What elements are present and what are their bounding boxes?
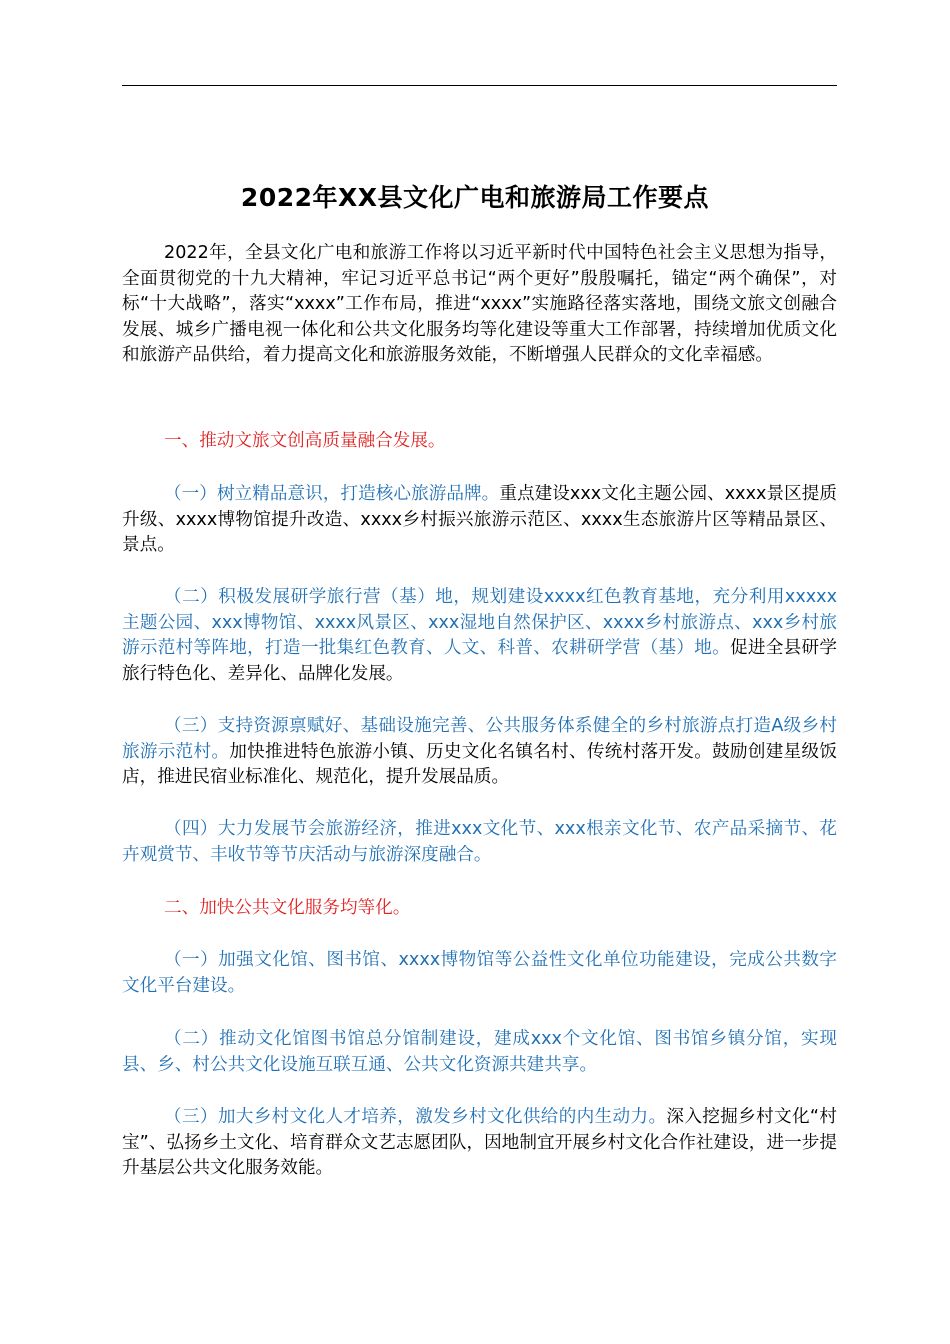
section-2-item-3 — [122, 1105, 837, 1182]
intro-paragraph: 2022年，全县文化广电和旅游工作将以习近平新时代中国特色社会主义思想为指导，全面贯彻党的十九大精神，牢记习近平总书记“两个更好”殷殷嘱托，锚定“两个确保”，对标“十大战略”，落实“xxxx”工作布局，推进“xxxx”实施路径落实落地，围绕文旅文创融合发展、城乡广播电视一体化和公共文化服务均等化建设等重大工作部署，持续增加优质文化和旅游产品供给，着力提高文化和旅游服务效能，不断增强人民群众的文化幸福感。 — [122, 243, 837, 365]
section-1-item-3 — [122, 714, 837, 791]
section-2-item-3-lead: （三）加大乡村文化人才培养，激发乡村文化供给的内生动力。 — [164, 1107, 667, 1127]
section-1-item-1-lead: （一）树立精品意识，打造核心旅游品牌。 — [164, 484, 500, 504]
section-1-item-2-body: 促进全县研学旅行特色化、差异化、品牌化发展。 — [122, 638, 837, 684]
section-1-item-2 — [122, 585, 837, 687]
section-1-heading: 一、推动文旅文创高质量融合发展。 — [164, 431, 446, 451]
section-2-heading: 二、加快公共文化服务均等化。 — [164, 898, 411, 918]
document-title: 2022年XX县文化广电和旅游局工作要点 — [240, 183, 710, 212]
section-1-item-1-body: 重点建设xxx文化主题公园、xxxx景区提质升级、xxxx博物馆提升改造、xxxx乡村振兴旅游示范区、xxxx生态旅游片区等精品景区、景点。 — [122, 484, 837, 555]
section-1-item-1 — [122, 482, 837, 559]
header-rule — [122, 85, 837, 86]
section-2-item-2: （二）推动文化馆图书馆总分馆制建设，建成xxx个文化馆、图书馆乡镇分馆，实现县、乡、村公共文化设施互联互通、公共文化资源共建共享。 — [122, 1029, 837, 1075]
section-1-item-2-lead: （二）积极发展研学旅行营（基）地，规划建设xxxx红色教育基地，充分利用xxxxx主题公园、xxx博物馆、xxxx风景区、xxx湿地自然保护区、xxxx乡村旅游点、xxx乡村旅游示范村等阵地，打造一批集红色教育、人文、科普、农耕研学营（基）地。 — [122, 587, 837, 658]
section-2-item-1: （一）加强文化馆、图书馆、xxxx博物馆等公益性文化单位功能建设，完成公共数字文化平台建设。 — [122, 950, 837, 996]
section-1-item-3-body: 加快推进特色旅游小镇、历史文化名镇名村、传统村落开发。鼓励创建星级饭店，推进民宿业标准化、规范化，提升发展品质。 — [122, 741, 837, 787]
section-1-item-4: （四）大力发展节会旅游经济，推进xxx文化节、xxx根亲文化节、农产品采摘节、花卉观赏节、丰收节等节庆活动与旅游深度融合。 — [122, 819, 837, 865]
section-2-item-3-body: 深入挖掘乡村文化“村宝”、弘扬乡土文化、培育群众文艺志愿团队，因地制宜开展乡村文化合作社建设，进一步提升基层公共文化服务效能。 — [122, 1107, 837, 1178]
section-1-item-3-lead: （三）支持资源禀赋好、基础设施完善、公共服务体系健全的乡村旅游点打造A级乡村旅游示范村。 — [122, 716, 837, 762]
